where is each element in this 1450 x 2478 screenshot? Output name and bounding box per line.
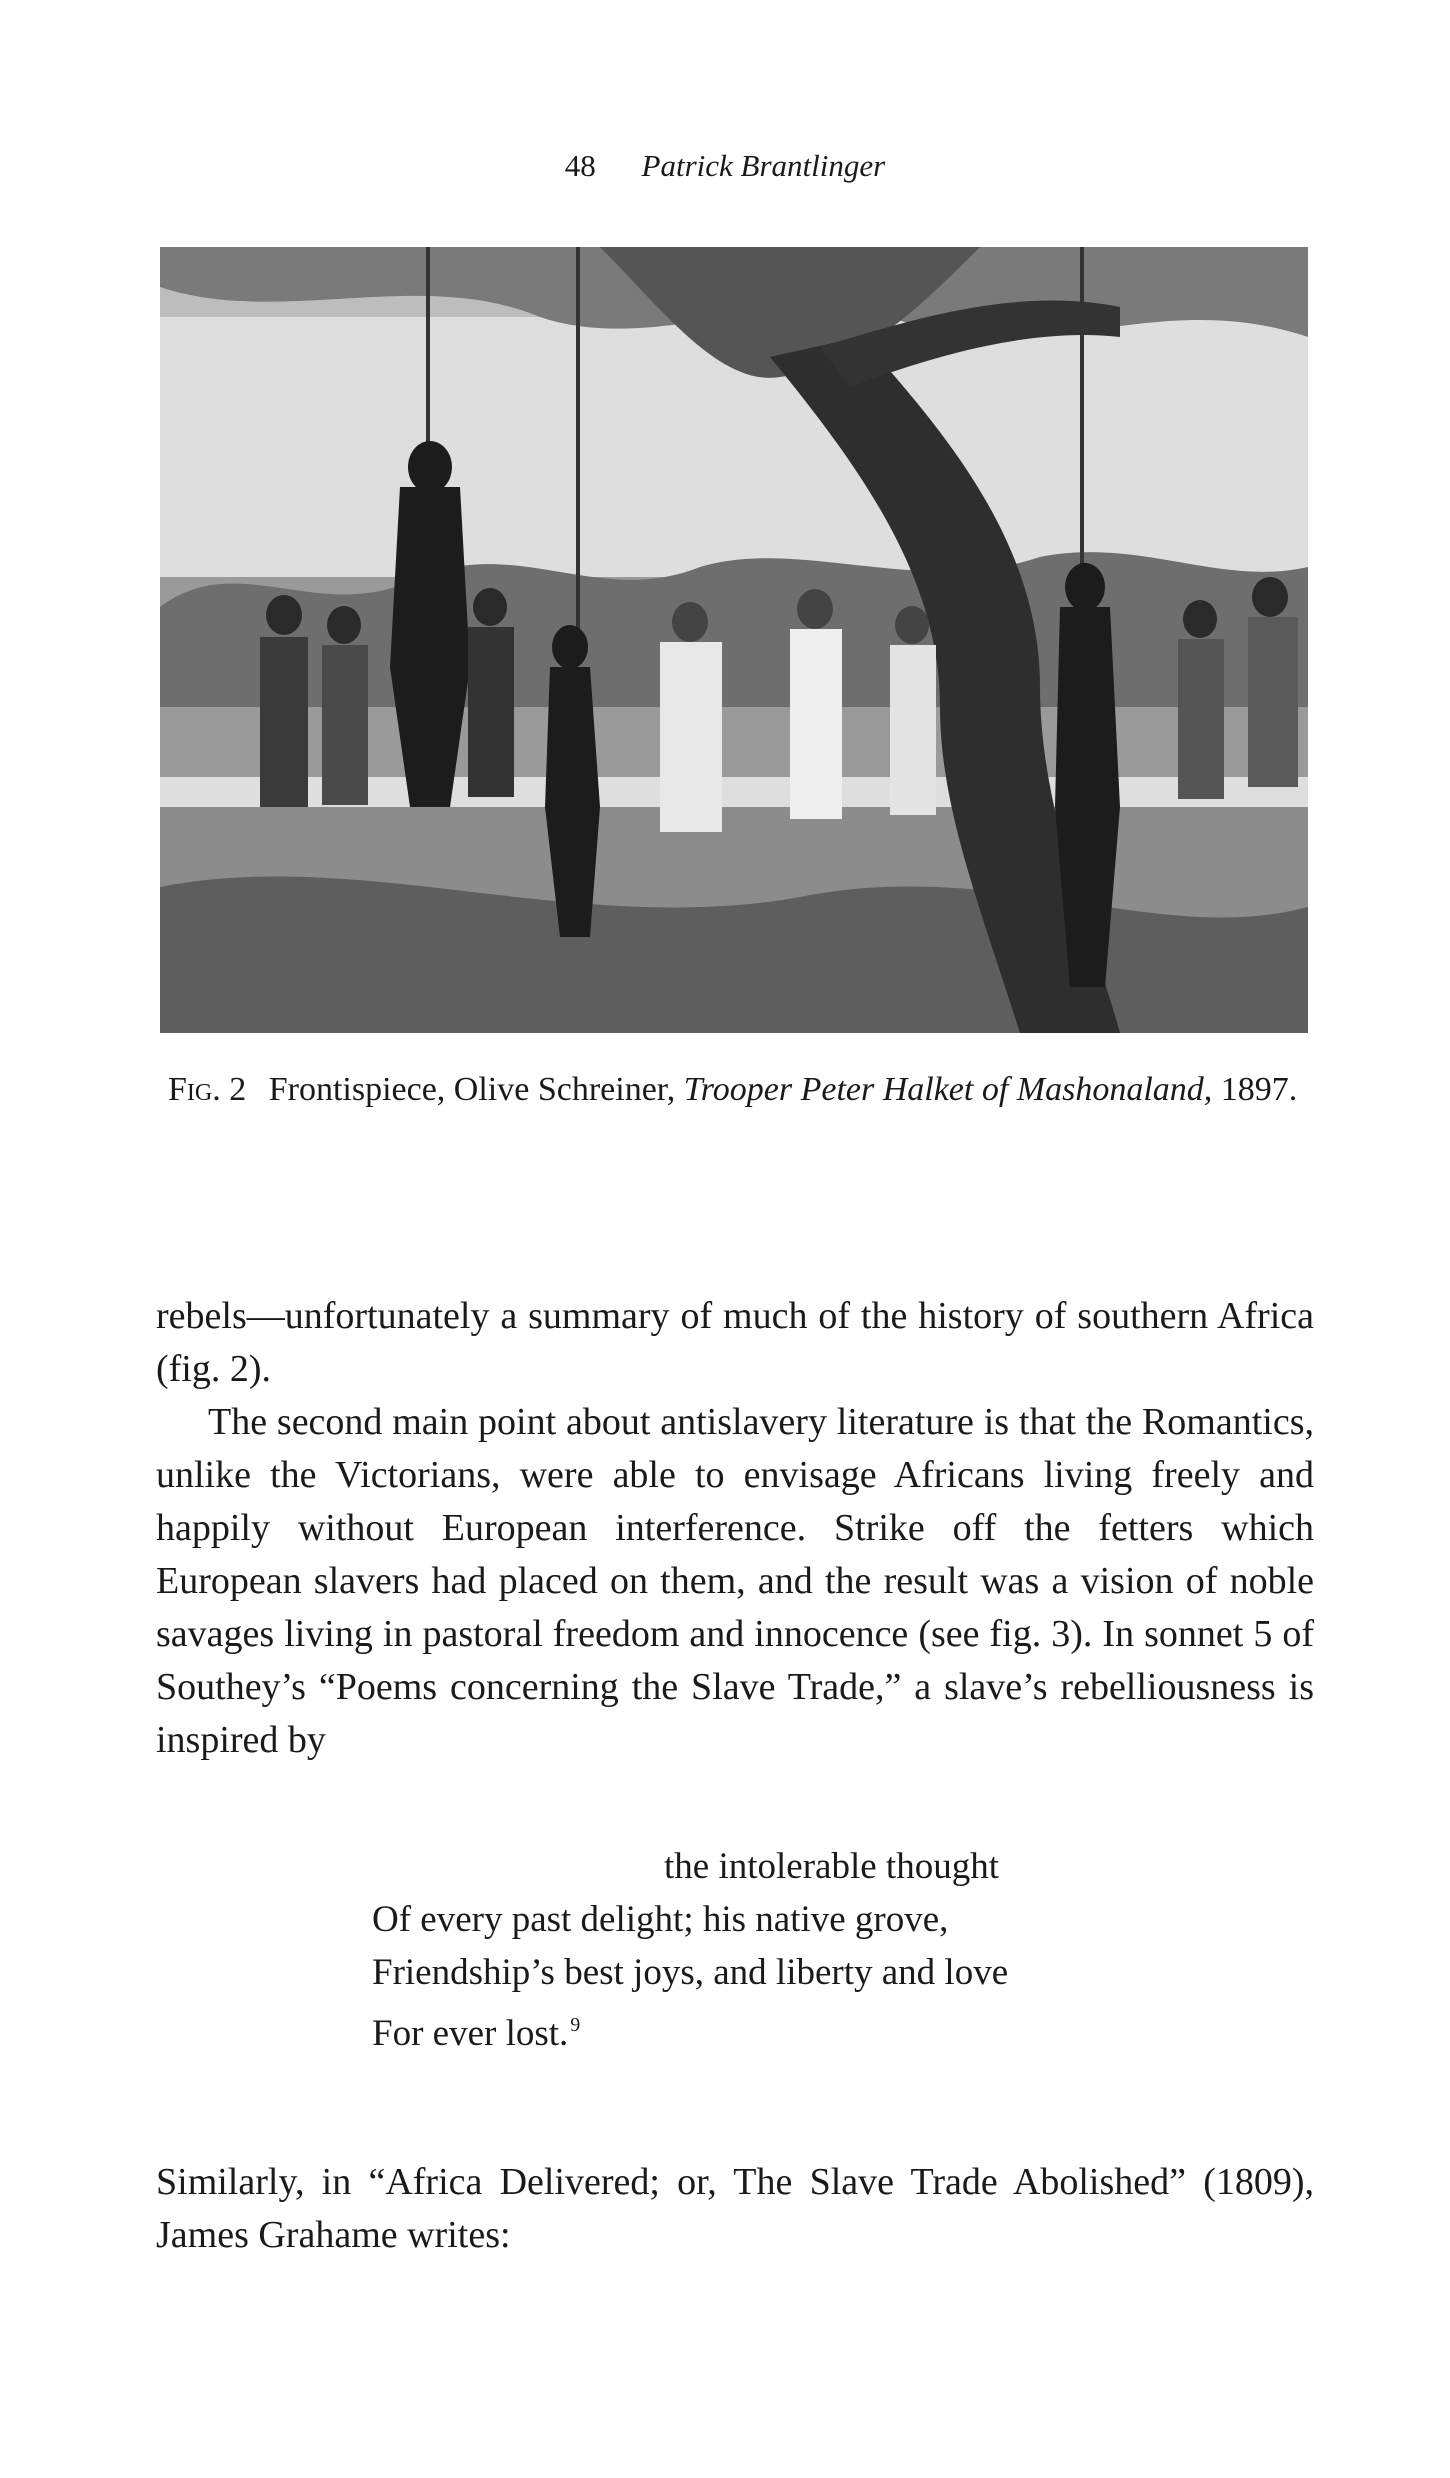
verse-line-2: Of every past delight; his native grove,: [372, 1899, 949, 1940]
verse-line-3: Friendship’s best joys, and liberty and love: [372, 1952, 1009, 1993]
running-head: [0, 148, 1450, 184]
paragraph-2: [156, 1396, 1314, 1767]
verse-line-1: the intolerable thought: [664, 1846, 999, 1887]
paragraph-1-text: rebels—unfortunately a summary of much of the history of southern Africa (fig. 2).: [156, 1295, 1314, 1390]
caption-book-title: Trooper Peter Halket of Mashonaland,: [683, 1071, 1213, 1108]
page-number: 48: [564, 148, 596, 183]
caption-label: Fig. 2: [168, 1071, 247, 1108]
verse-line-4: [372, 1999, 1008, 2060]
caption-year: 1897.: [1220, 1071, 1298, 1108]
figure-caption: [168, 1066, 1308, 1114]
verse-quotation: [372, 1840, 1008, 2060]
caption-text: Frontispiece, Olive Schreiner,: [268, 1071, 676, 1108]
paragraph-2-text: The second main point about antislavery literature is that the Romantics, unlike the Victorians, were able to envisage Africans living freely and happily without European interference. Strike off the fetters which European slavers had placed on them, and the result was a vision of noble savages living in pastoral freedom and innocence (see fig. 3). In sonnet 5 of Southey’s “Poems concerning the Slave Trade,” a slave’s rebelliousness is inspired by: [156, 1401, 1314, 1761]
footnote-ref[interactable]: 9: [570, 2014, 581, 2036]
running-head-author: Patrick Brantlinger: [641, 148, 886, 183]
paragraph-3: [156, 2156, 1314, 2262]
photograph-illustration: [160, 247, 1308, 1033]
paragraph-3-text: Similarly, in “Africa Delivered; or, The Slave Trade Abolished” (1809), James Grahame writes:: [156, 2161, 1314, 2256]
paragraph-1: [156, 1290, 1314, 1396]
verse-line-4-text: For ever lost.: [372, 2013, 569, 2054]
figure-photograph: [160, 247, 1308, 1033]
